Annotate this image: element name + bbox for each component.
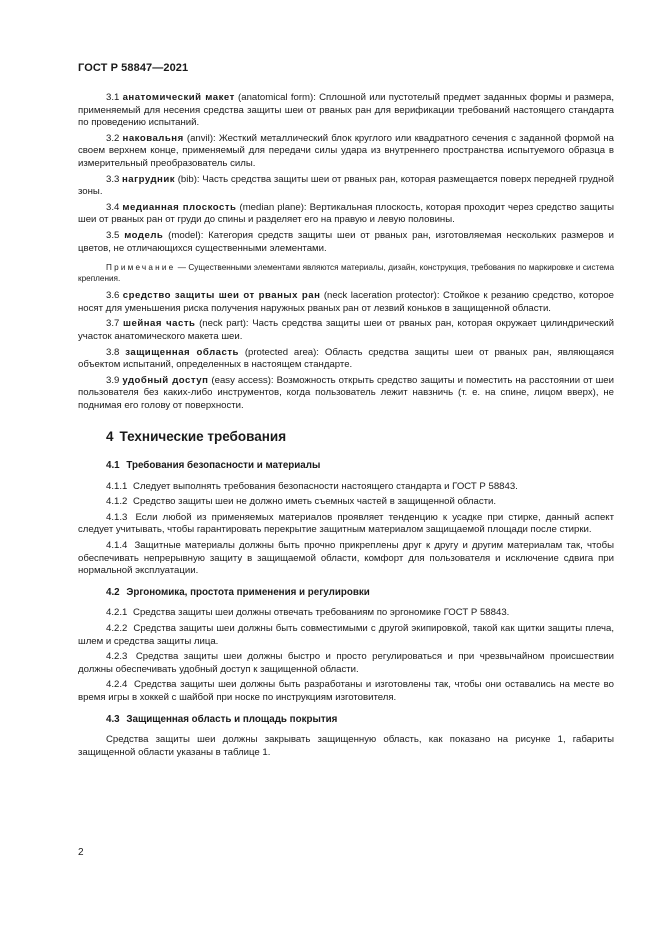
term-definition: (model): Категория средств защиты шеи от рваных ран, изготовляемая нескольких размеров и цветов, не отличающихся существенными элементами. — [78, 229, 614, 254]
para-text: Средства защиты шеи должны быть разработаны и изготовлены так, чтобы они оставались на месте во время игры в хоккей с шайбой при носке по инструкциям изготовителя. — [78, 679, 614, 703]
para-4-2-1 — [78, 607, 614, 620]
term-3-6 — [78, 290, 614, 315]
section-4-heading — [78, 431, 614, 444]
term-number: 3.8 — [106, 346, 120, 358]
para-text: Защитные материалы должны быть прочно прикреплены друг к другу и другим материалам так, чтобы обеспечивать непрерывную защиту в защищаемой области, комфорт для пользователя и исключение сдвига при нормальной эксплуатации. — [78, 540, 614, 577]
para-number: 4.1.1 — [106, 480, 128, 492]
para-text: Следует выполнять требования безопасности настоящего стандарта и ГОСТ Р 58843. — [133, 480, 518, 492]
para-4-1-1 — [78, 481, 614, 494]
para-number: 4.2.3 — [106, 651, 128, 663]
term-3-7 — [78, 318, 614, 343]
subsection-number: 4.3 — [106, 713, 120, 725]
term-number: 3.5 — [106, 229, 120, 241]
para-text: Средство защиты шеи не должно иметь съемных частей в защищенной области. — [133, 496, 497, 508]
subsection-4-2-heading — [78, 587, 614, 600]
term-definition: (anvil): Жесткий металлический блок круглого или квадратного сечения с заданной формой на своем верхнем конце, применяемый для передачи силы удара из внутреннего пространства испытуемого образца в измерительный преобразователь силы. — [78, 132, 614, 169]
term-3-2 — [78, 133, 614, 171]
para-4-1-2 — [78, 496, 614, 509]
term-number: 3.1 — [106, 92, 120, 103]
term-name: анатомический макет — [122, 92, 235, 103]
para-number: 4.1.3 — [106, 511, 128, 523]
para-text: Средства защиты шеи должны отвечать требованиям по эргономике ГОСТ Р 58843. — [133, 607, 510, 619]
term-3-9 — [78, 375, 614, 413]
para-4-2-4 — [78, 679, 614, 704]
subsection-4-3-heading — [78, 714, 614, 727]
term-number: 3.3 — [106, 173, 120, 185]
para-4-1-4 — [78, 540, 614, 578]
para-number: 4.2.4 — [106, 679, 128, 691]
page-number: 2 — [78, 847, 84, 858]
document-header: ГОСТ Р 58847—2021 — [78, 62, 189, 74]
subsection-title: Защищенная область и площадь покрытия — [126, 713, 338, 725]
section-title: Технические требования — [119, 429, 287, 445]
term-name: наковальня — [122, 132, 184, 144]
term-name: защищенная область — [125, 346, 239, 358]
term-name: удобный доступ — [122, 374, 209, 386]
term-number: 3.7 — [106, 318, 120, 330]
note — [78, 262, 614, 284]
para-4-2-2 — [78, 623, 614, 648]
term-name: нагрудник — [122, 173, 176, 185]
subsection-title: Эргономика, простота применения и регулировки — [126, 586, 370, 598]
term-name: медианная плоскость — [122, 201, 237, 213]
term-3-3 — [78, 174, 614, 199]
para-text: Средства защиты шеи должны быстро и просто регулироваться и при чрезвычайном происшествии должны обеспечивать удобный доступ к защищенной области. — [78, 651, 615, 675]
subsection-title: Требования безопасности и материалы — [126, 460, 321, 472]
term-definition: (easy access): Возможность открыть средство защиты и поместить на расстоянии от шеи пользователя без каких-либо инструментов, когда пользователь лежит навзничь (т. е. на спине, лицом вверх), не поднимая его голову от поверхности. — [78, 374, 614, 411]
para-4-1-3 — [78, 512, 614, 537]
term-number: 3.6 — [106, 290, 120, 302]
para-4-3: Средства защиты шеи должны закрывать защищенную область, как показано на рисунке 1, габариты защищенной области указаны в таблице 1. — [78, 734, 614, 758]
para-number: 4.2.2 — [106, 623, 128, 634]
term-definition: (anatomical form): Сплошной или пустотелый предмет заданных формы и размера, применяемый для несения средства защиты шеи от рваных ран для верификации требований настоящего стандарта по проведению испытаний. — [78, 92, 614, 129]
term-name: шейная часть — [123, 318, 196, 330]
term-3-1 — [78, 92, 614, 130]
term-name: средство защиты шеи от рваных ран — [122, 290, 321, 302]
para-number: 4.2.1 — [106, 607, 128, 619]
term-definition: (bib): Часть средства защиты шеи от рваных ран, которая размещается поверх передней грудной зоны. — [78, 173, 614, 198]
term-name: модель — [124, 229, 164, 241]
subsection-number: 4.1 — [106, 460, 120, 472]
term-3-4 — [78, 202, 614, 227]
term-definition: (protected area): Область средства защиты шеи от рваных ран, являющаяся объектом испытаний, определенных в настоящем стандарте. — [78, 346, 614, 371]
term-number: 3.9 — [106, 374, 120, 386]
term-definition: (neck laceration protector): Стойкое к резанию средство, которое носят для уменьшения риска получения наружных рваных ран от лезвий коньков в защищенной области. — [78, 290, 614, 314]
term-number: 3.4 — [106, 201, 120, 213]
para-text: Средства защиты шеи должны быть совместимыми с другой экипировкой, такой как щитки защиты плеча, шлем и средства защиты лица. — [78, 623, 614, 647]
note-text: — Существенными элементами являются материалы, дизайн, конструкция, требования по маркировке и система крепления. — [78, 263, 614, 284]
note-label: Примечание — [106, 263, 176, 273]
term-number: 3.2 — [106, 132, 120, 144]
term-definition: (median plane): Вертикальная плоскость, которая проходит через средство защиты шеи от рваных ран от груди до спины и разделяет его на правую и левую половины. — [78, 201, 614, 226]
para-text: Если любой из применяемых материалов проявляет тенденцию к усадке при стирке, данный аспект следует учитывать, чтобы гарантировать перекрытие защитным материалом защищаемой площади после стирки. — [78, 511, 614, 536]
para-number: 4.1.4 — [106, 540, 128, 552]
para-4-2-3 — [78, 651, 614, 676]
subsection-number: 4.2 — [106, 586, 120, 598]
term-3-8 — [78, 347, 614, 372]
term-definition: (neck part): Часть средства защиты шеи от рваных ран, которая окружает цилиндрический участок анатомического макета шеи. — [78, 318, 615, 342]
para-number: 4.1.2 — [106, 496, 128, 508]
term-3-5 — [78, 230, 614, 255]
subsection-4-1-heading — [78, 460, 614, 473]
section-number: 4 — [106, 429, 114, 445]
document-body — [78, 92, 614, 762]
